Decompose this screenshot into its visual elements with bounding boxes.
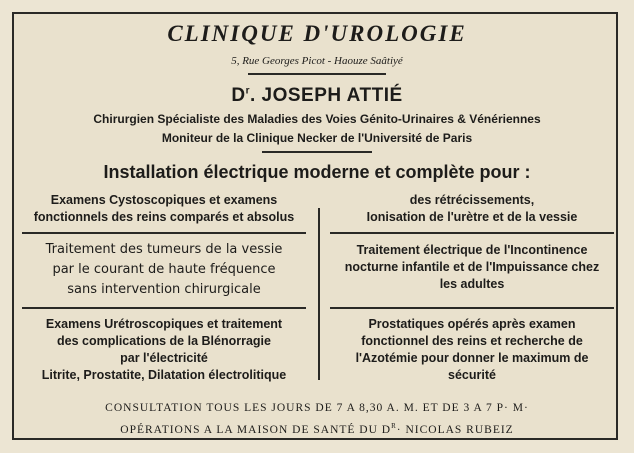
text-line: fonctionnels des reins comparés et absolus xyxy=(33,210,295,224)
text-line: Traitement électrique de l'Incontinence xyxy=(356,243,588,257)
operations-doctor: · NICOLAS RUBEIZ xyxy=(396,423,514,436)
doctor-name-text: . JOSEPH ATTIÉ xyxy=(249,85,403,106)
installation-heading: Installation électrique moderne et complète pour : xyxy=(103,162,531,182)
doctor-name xyxy=(0,85,634,107)
credential-line-2: Moniteur de la Clinique Necker de l'Université de Paris xyxy=(161,131,473,145)
text-line: Litrite, Prostatite, Dilatation électrolitique xyxy=(41,368,287,382)
divider-rule xyxy=(262,151,372,153)
text-line: Prostatiques opérés après examen xyxy=(368,317,576,331)
clinic-address: 5, Rue Georges Picot - Haouze Saâtiyé xyxy=(231,55,403,67)
row-divider xyxy=(330,307,614,309)
text-line: des complications de la Blénorragie xyxy=(57,334,271,348)
text-line: sécurité xyxy=(448,368,496,382)
text-line: des rétrécissements, xyxy=(409,193,535,207)
text-line: sans intervention chirurgicale xyxy=(67,282,261,297)
clinic-title: CLINIQUE D'UROLOGIE xyxy=(167,21,467,46)
divider-rule xyxy=(248,73,386,75)
text-line: Ionisation de l'urètre et de la vessie xyxy=(366,210,578,224)
column-divider xyxy=(318,208,320,380)
left-item-urethroscopy xyxy=(18,316,310,384)
left-item-tumeurs xyxy=(18,240,310,300)
row-divider xyxy=(22,232,306,234)
row-divider xyxy=(330,232,614,234)
text-line: l'Azotémie pour donner le maximum de xyxy=(355,351,589,365)
right-item-incontinence xyxy=(326,242,618,293)
doctor-prefix: D xyxy=(231,85,246,106)
text-line: les adultes xyxy=(439,277,505,291)
operations-sup: R xyxy=(391,422,397,430)
left-item-cystoscopy xyxy=(18,192,310,226)
credential-line-1: Chirurgien Spécialiste des Maladies des Voies Génito-Urinaires & Vénériennes xyxy=(93,112,541,126)
text-line: par le courant de haute fréquence xyxy=(52,262,276,277)
row-divider xyxy=(22,307,306,309)
text-line: Traitement des tumeurs de la vessie xyxy=(45,242,283,257)
text-line: par l'électricité xyxy=(120,351,208,365)
operations-text: OPÉRATIONS A LA MAISON DE SANTÉ DU D xyxy=(120,423,392,436)
right-item-retrecissements xyxy=(326,192,618,226)
doctor-prefix-sup: r xyxy=(245,85,250,97)
text-line: Examens Cystoscopiques et examens xyxy=(50,193,278,207)
text-line: fonctionnel des reins et recherche de xyxy=(361,334,583,348)
text-line: nocturne infantile et de l'Impuissance chez xyxy=(344,260,600,274)
text-line: Examens Urétroscopiques et traitement xyxy=(45,317,283,331)
right-item-prostatiques xyxy=(326,316,618,384)
operations-note xyxy=(0,422,634,436)
consultation-hours: CONSULTATION TOUS LES JOURS DE 7 A 8,30 A. M. ET DE 3 A 7 P· M· xyxy=(105,402,529,414)
